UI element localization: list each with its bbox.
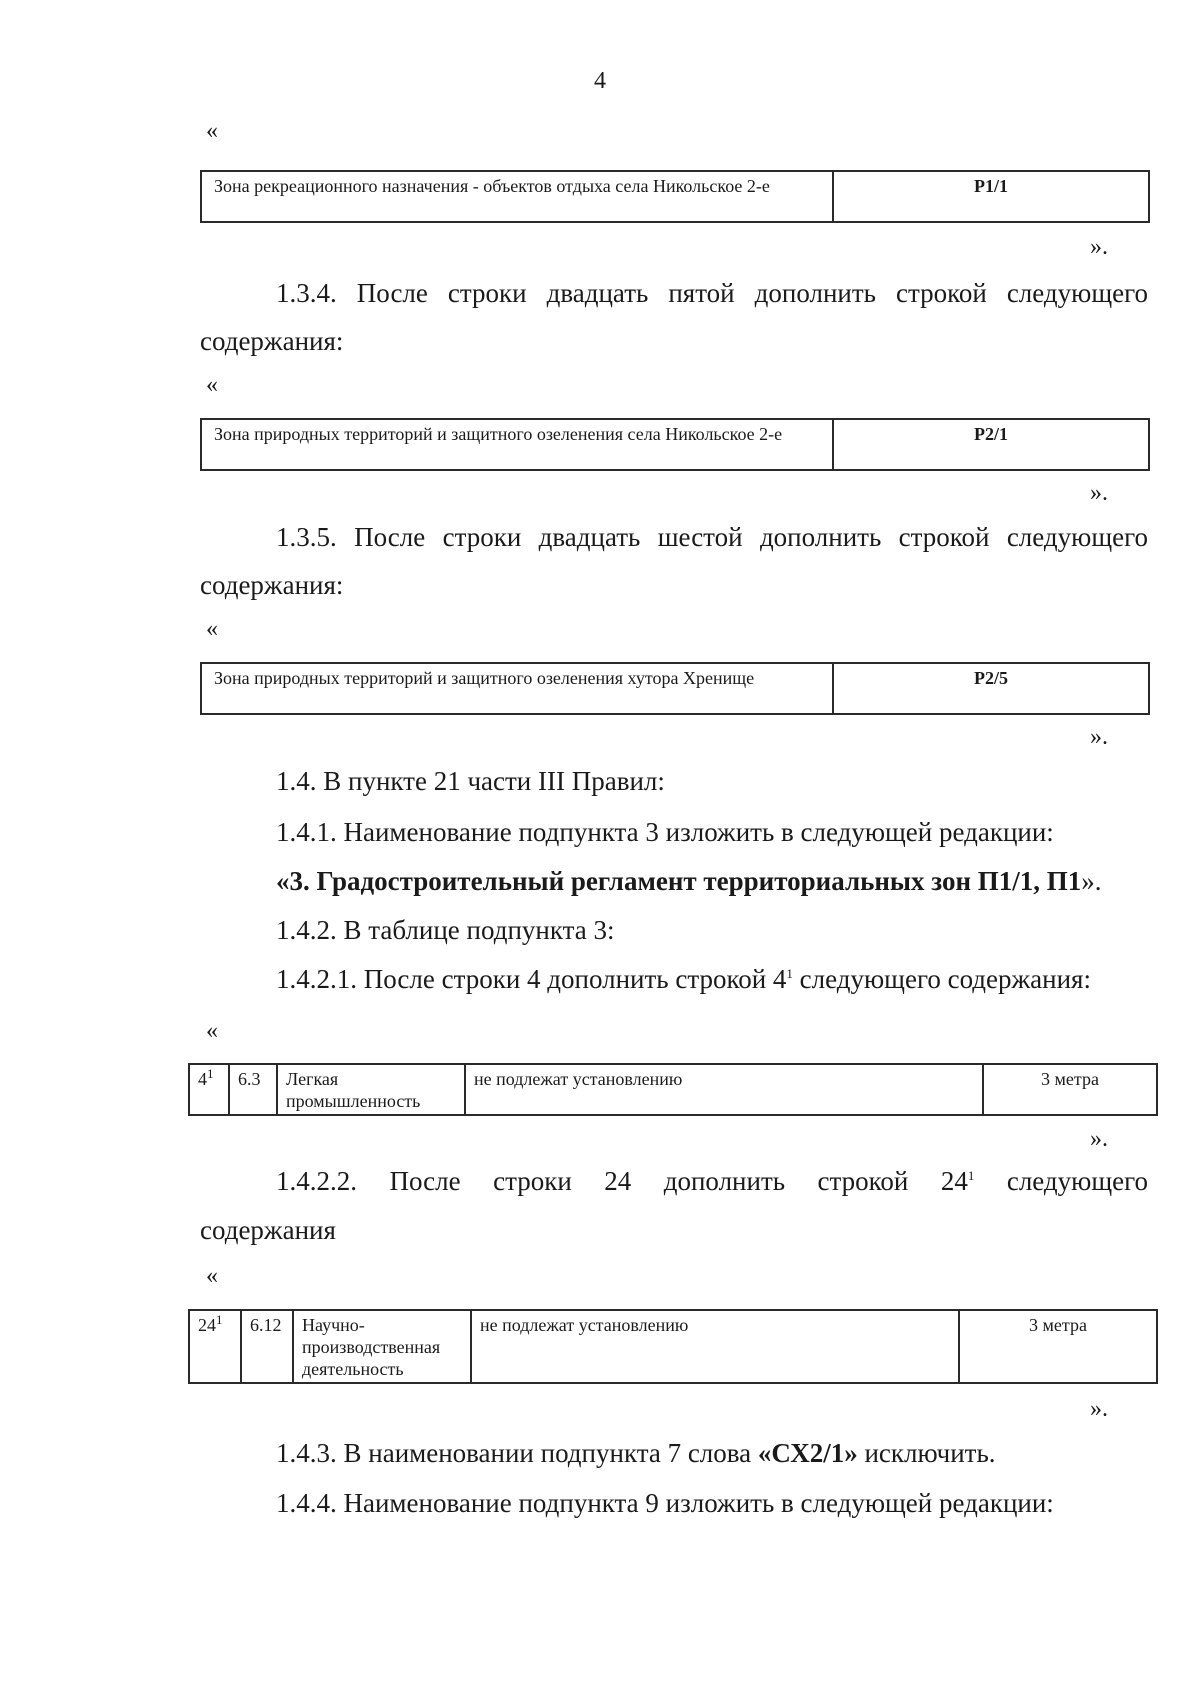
text-segment: 1.4.2.2. После строки 24 дополнить строкой 24 bbox=[276, 1166, 968, 1196]
regulation-table-row-4-1 bbox=[188, 1063, 1158, 1116]
row-number-cell bbox=[189, 1064, 229, 1115]
table-row bbox=[189, 1310, 1157, 1383]
code-cell: 6.3 bbox=[229, 1064, 277, 1115]
opening-quote: « bbox=[206, 1018, 218, 1044]
superscript: 1 bbox=[786, 966, 793, 981]
closing-quote: ». bbox=[1090, 234, 1108, 260]
closing-quote: ». bbox=[1090, 1396, 1108, 1422]
table-row bbox=[201, 419, 1149, 470]
paragraph-1-3-5: 1.3.5. После строки двадцать шестой дополнить строкой следующего bbox=[276, 522, 1148, 552]
page-number: 4 bbox=[594, 68, 606, 94]
zone-name-cell: Зона рекреационного назначения - объектов отдыха села Никольское 2-е bbox=[201, 171, 833, 222]
row-number: 4 bbox=[198, 1069, 207, 1089]
bold-segment: «СХ2/1» bbox=[757, 1438, 858, 1468]
closing-quote: ». bbox=[1090, 480, 1108, 506]
paragraph-1-4-3 bbox=[276, 1436, 996, 1470]
value-cell: не подлежат установлению bbox=[471, 1310, 959, 1383]
opening-quote: « bbox=[206, 372, 218, 398]
zone-table-r2-1 bbox=[200, 418, 1150, 471]
activity-name-cell: Легкая промышленность bbox=[277, 1064, 465, 1115]
title-close-quote: ». bbox=[1081, 866, 1102, 896]
text-segment: следующего bbox=[974, 1166, 1149, 1196]
zone-code-cell: Р2/1 bbox=[833, 419, 1149, 470]
regulation-table-row-24-1 bbox=[188, 1309, 1158, 1384]
table-row bbox=[201, 663, 1149, 714]
paragraph-1-4-2-2-cont: содержания bbox=[200, 1215, 336, 1245]
zone-table-r2-5 bbox=[200, 662, 1150, 715]
zone-table-r1-1 bbox=[200, 170, 1150, 223]
paragraph-1-4-1: 1.4.1. Наименование подпункта 3 изложить в следующей редакции: bbox=[276, 817, 1054, 847]
row-number-cell bbox=[189, 1310, 241, 1383]
paragraph-1-4-2-2 bbox=[276, 1164, 1148, 1198]
title-bold-text: 3. Градостроительный регламент территориальных зон П1/1, П1 bbox=[289, 866, 1082, 896]
superscript: 1 bbox=[216, 1312, 223, 1327]
paragraph-1-3-4-cont: содержания: bbox=[200, 326, 344, 356]
opening-quote: « bbox=[206, 616, 218, 642]
paragraph-1-3-4: 1.3.4. После строки двадцать пятой дополнить строкой следующего bbox=[276, 278, 1148, 308]
zone-name-cell: Зона природных территорий и защитного озеленения села Никольское 2-е bbox=[201, 419, 833, 470]
opening-quote: « bbox=[206, 118, 218, 144]
paragraph-1-4: 1.4. В пункте 21 части III Правил: bbox=[276, 766, 665, 796]
paragraph-1-3-5-cont: содержания: bbox=[200, 570, 344, 600]
table-row bbox=[189, 1064, 1157, 1115]
paragraph-1-4-2: 1.4.2. В таблице подпункта 3: bbox=[276, 915, 615, 945]
closing-quote: ». bbox=[1090, 1126, 1108, 1152]
zone-code-cell: Р2/5 bbox=[833, 663, 1149, 714]
superscript: 1 bbox=[967, 1168, 975, 1183]
text-segment: исключить. bbox=[857, 1438, 996, 1468]
text-segment: 1.4.3. В наименовании подпункта 7 слова bbox=[276, 1438, 758, 1468]
text-segment: 1.4.2.1. После строки 4 дополнить строкой 4 bbox=[276, 964, 787, 994]
row-number: 24 bbox=[198, 1315, 216, 1335]
zone-name-cell: Зона природных территорий и защитного озеленения хутора Хренище bbox=[201, 663, 833, 714]
code-cell: 6.12 bbox=[241, 1310, 293, 1383]
value-cell: не подлежат установлению bbox=[465, 1064, 983, 1115]
zone-code-cell: Р1/1 bbox=[833, 171, 1149, 222]
paragraph-title-quote bbox=[276, 864, 1102, 898]
paragraph-1-4-4: 1.4.4. Наименование подпункта 9 изложить в следующей редакции: bbox=[276, 1488, 1054, 1518]
superscript: 1 bbox=[207, 1066, 214, 1081]
opening-quote: « bbox=[206, 1263, 218, 1289]
closing-quote: ». bbox=[1090, 724, 1108, 750]
text-segment: следующего содержания: bbox=[792, 964, 1091, 994]
table-row bbox=[201, 171, 1149, 222]
activity-name-cell: Научно-производственная деятельность bbox=[293, 1310, 471, 1383]
paragraph-1-4-2-1 bbox=[276, 962, 1091, 996]
title-open-quote: « bbox=[276, 866, 290, 896]
size-cell: 3 метра bbox=[983, 1064, 1157, 1115]
size-cell: 3 метра bbox=[959, 1310, 1157, 1383]
